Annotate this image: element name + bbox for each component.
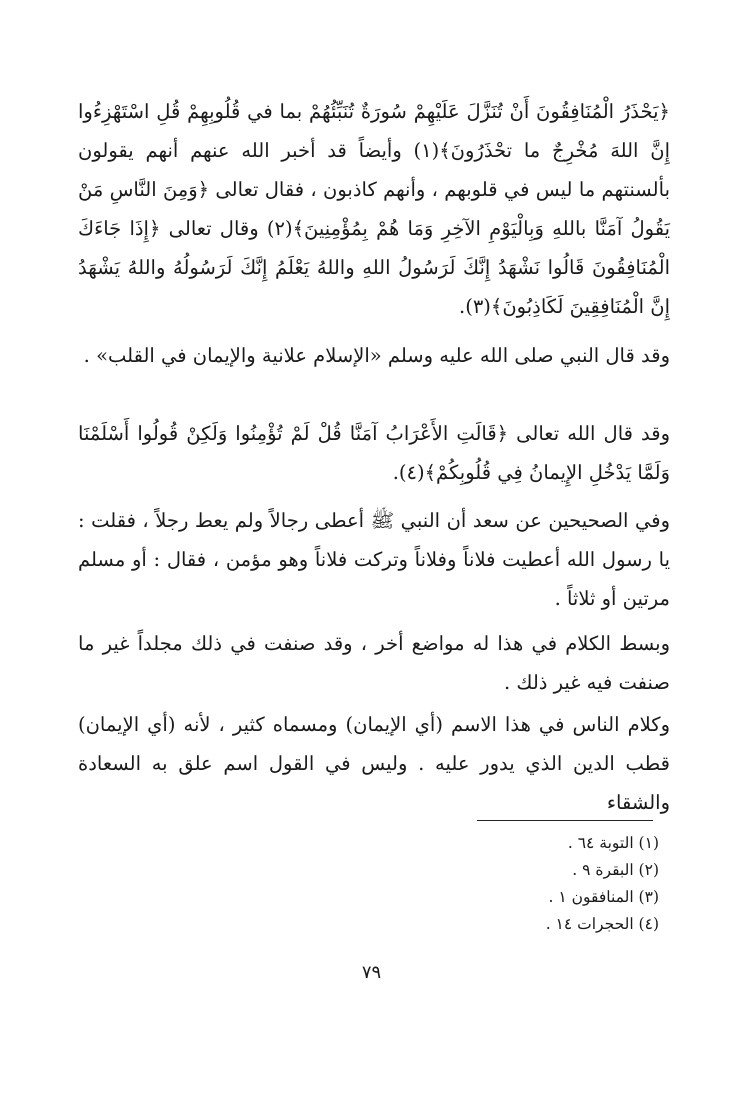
paragraph-elaboration: وبسط الكلام في هذا له مواضع أخر ، وقد صنفت في ذلك مجلداً غير ما صنفت فيه غير ذلك . bbox=[78, 632, 670, 694]
paragraph-sahihayn-saad: وفي الصحيحين عن سعد أن النبي ﷺ أعطى رجالاً ولم يعط رجلاً ، فقلت : يا رسول الله أعطيت فلاناً وفلاناً وتركت فلاناً وهو مؤمن ، فقال : أو مسلم مرتين أو ثلاثاً . bbox=[78, 509, 670, 610]
footnotes bbox=[359, 830, 659, 938]
paragraph-munafiqun-verses: ﴿يَحْذَرُ الْمُنَافِقُونَ أَنْ تُنَزَّلَ عَلَيْهِمْ سُورَةٌ تُنَبِّئُهُمْ بما في قُلُوبِهِمْ قُلِ اسْتَهْزِءُوا إِنَّ اللهَ مُخْرِجٌ ما تحْذَرُونَ﴾(١) وأيضاً قد أخبر الله عنهم أنهم يقولون بألسنتهم ما ليس في قلوبهم ، وأنهم كاذبون ، فقال تعالى ﴿وَمِنَ النَّاسِ مَنْ يَقُولُ آمَنَّا باللهِ وَبِالْيَوْمِ الآخِرِ وَمَا هُمْ بِمُؤْمِنِينَ﴾(٢) وقال تعالى ﴿إِذَا جَاءَكَ الْمُنَافِقُونَ قَالُوا نَشْهَدُ إِنَّكَ لَرَسُولُ اللهِ واللهُ يَعْلَمُ إِنَّكَ لَرَسُولُهُ واللهُ يَشْهَدُ إِنَّ الْمُنَافِقِينَ لَكَاذِبُونَ﴾(٣). bbox=[78, 100, 671, 318]
page-number: ٧٩ bbox=[361, 962, 382, 983]
footnote-item: (١) التوبة ٦٤ . bbox=[567, 834, 659, 852]
footnote-item: (٤) الحجرات ١٤ . bbox=[545, 915, 659, 933]
paragraph-arab-bedouins-verse: وقد قال الله تعالى ﴿قَالَتِ الأَعْرَابُ آمَنَّا قُلْ لَمْ تُؤْمِنُوا وَلَكِنْ قُولُوا أَسْلَمْنَا وَلَمَّا يَدْخُلِ الإِيمانُ فِي قُلُوبِكُمْ﴾(٤). bbox=[78, 422, 670, 484]
paragraph-iman-name: وكلام الناس في هذا الاسم (أي الإيمان) ومسماه كثير ، لأنه (أي الإيمان) قطب الدين الذي يدور عليه . وليس في القول اسم علق به السعادة والشقاء bbox=[78, 713, 670, 814]
footnote-item: (٢) البقرة ٩ . bbox=[572, 861, 659, 879]
footnote-item: (٣) المنافقون ١ . bbox=[548, 888, 659, 906]
paragraph-hadith-islam-iman: وقد قال النبي صلى الله عليه وسلم «الإسلام علانية والإيمان في القلب» . bbox=[83, 344, 670, 367]
footnote-divider bbox=[477, 820, 653, 821]
